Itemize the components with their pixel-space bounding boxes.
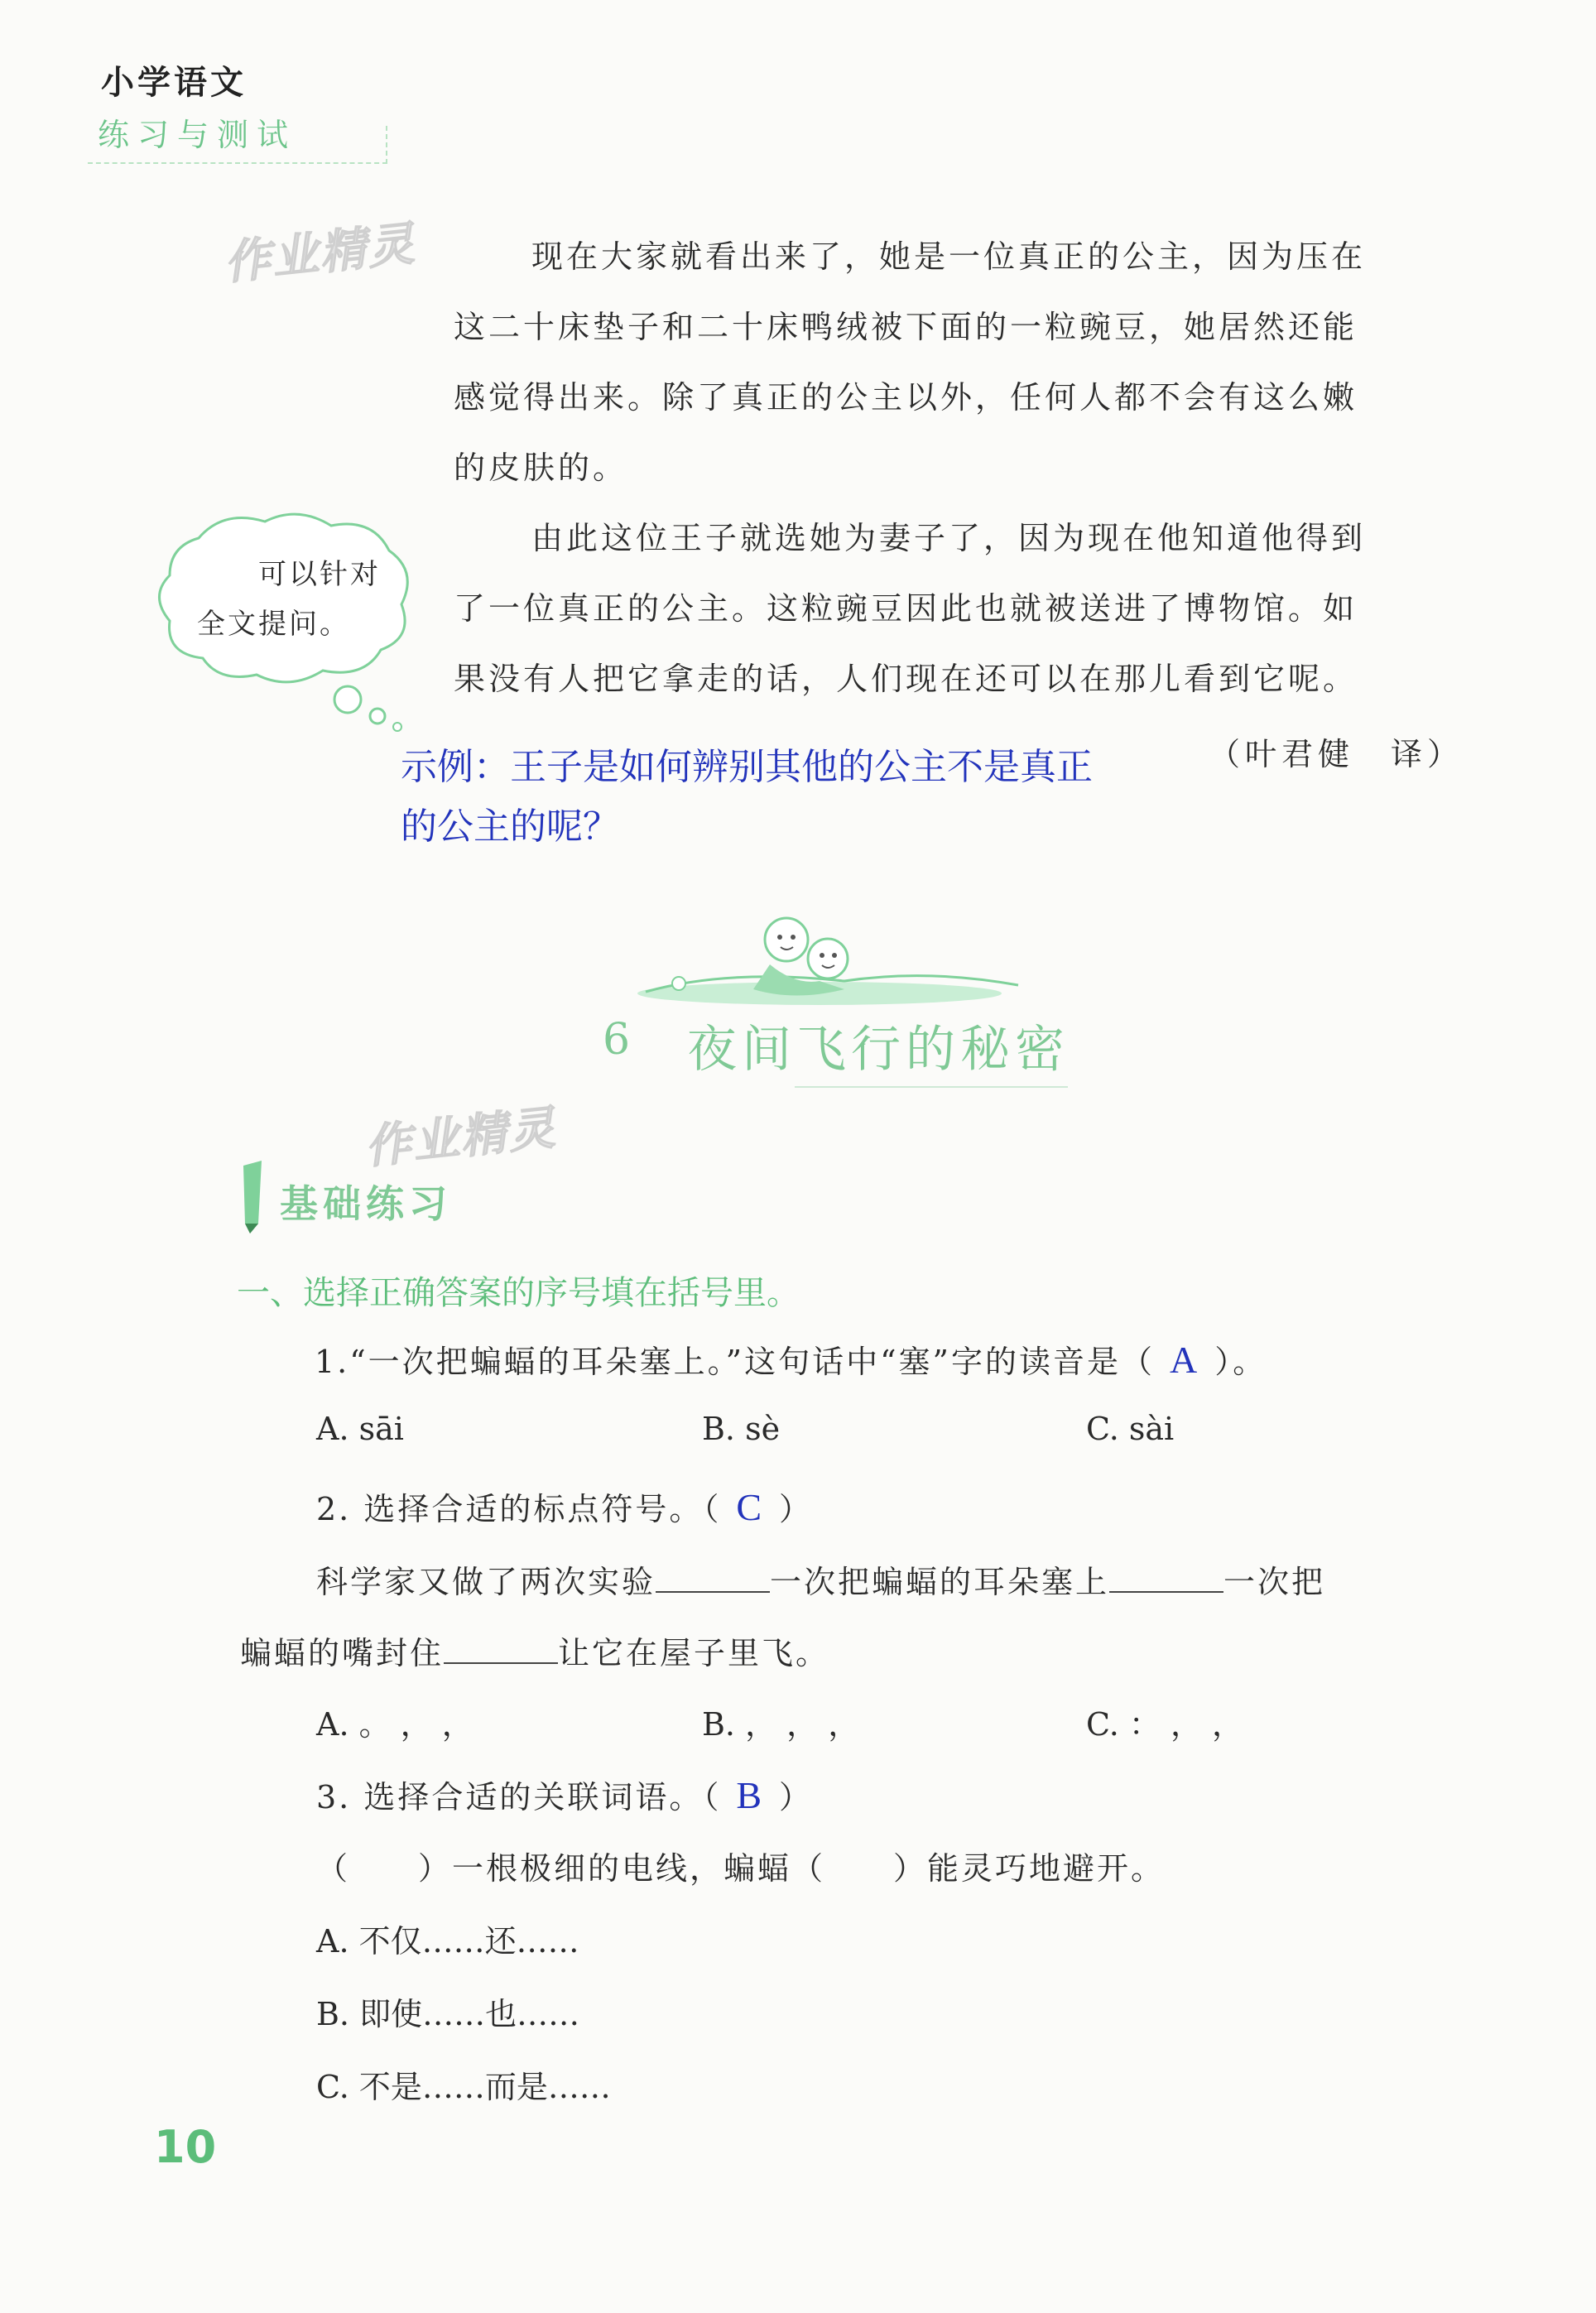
- fill-blank[interactable]: [656, 1566, 770, 1593]
- sentence-part: 科学家又做了两次实验: [316, 1564, 656, 1600]
- question-2: [316, 1483, 813, 1529]
- q2-option-a: A. 。 ， ，: [316, 1706, 474, 1743]
- lesson-number: 6: [603, 1015, 631, 1065]
- watermark: 作业精灵: [221, 217, 419, 291]
- question-1-close: ）。: [1214, 1344, 1267, 1380]
- passage-line: 果没有人把它拿走的话，人们现在还可以在那儿看到它呢。: [454, 661, 1358, 697]
- q2-option-c: C. ： ， ，: [1086, 1706, 1244, 1743]
- sentence-part: 一次把蝙蝠的耳朵塞上: [770, 1564, 1110, 1600]
- question-2-sentence-line-2: [240, 1628, 829, 1673]
- q3-option-c: C. 不是……而是……: [316, 2069, 611, 2105]
- question-3: [316, 1772, 813, 1817]
- q3-option-b: B. 即使……也……: [316, 1996, 580, 2032]
- passage-paragraph-1: [454, 222, 1464, 714]
- bubble-text-line-1: 可以针对: [258, 558, 381, 591]
- q3-option-a: A. 不仅……还……: [316, 1923, 579, 1960]
- q1-option-b: B. sè: [702, 1411, 781, 1447]
- question-3-close: ）: [779, 1779, 814, 1815]
- book-title: 小学语文: [101, 64, 247, 102]
- answer-2: C: [736, 1486, 765, 1528]
- passage-line: 现在大家就看出来了，她是一位真正的公主，因为压在: [531, 238, 1367, 275]
- passage-line: 由此这位王子就选她为妻子了，因为现在他知道他得到: [531, 520, 1367, 556]
- book-subtitle: 练习与测试: [98, 117, 297, 153]
- children-illustration-icon: [629, 902, 1051, 1018]
- sentence-part: 蝙蝠的嘴封住: [240, 1635, 445, 1671]
- translator-credit: （叶君健 译）: [1209, 736, 1464, 772]
- answer-3: B: [736, 1774, 765, 1816]
- fill-blank[interactable]: [1109, 1566, 1223, 1593]
- answer-1: A: [1169, 1339, 1200, 1381]
- pencil-icon: [233, 1157, 272, 1237]
- question-2-sentence-line-1: [316, 1556, 1325, 1602]
- lesson-title: 夜间飞行的秘密: [687, 1021, 1070, 1079]
- bubble-text-line-2: 全文提问。: [197, 608, 350, 641]
- passage-line: 感觉得出来。除了真正的公主以外，任何人都不会有这么嫩: [454, 379, 1358, 416]
- q1-option-a: A. sāi: [316, 1411, 404, 1447]
- section-title: 基础练习: [280, 1181, 452, 1226]
- q2-option-b: B. ， ， ，: [702, 1706, 860, 1743]
- passage-line: 的皮肤的。: [454, 450, 628, 486]
- fill-blank[interactable]: [444, 1637, 558, 1664]
- passage-line: 了一位真正的公主。这粒豌豆因此也就被送进了博物馆。如: [454, 590, 1358, 627]
- question-1: [315, 1336, 1267, 1382]
- question-2-close: ）: [779, 1491, 814, 1527]
- example-answer-line-1: 示例：王子是如何辨别其他的公主不是真正: [401, 746, 1093, 788]
- watermark: 作业精灵: [362, 1101, 560, 1175]
- sentence-part: 让它在屋子里飞。: [558, 1635, 830, 1671]
- part-heading: 一、选择正确答案的序号填在括号里。: [237, 1274, 800, 1312]
- example-answer-line-2: 的公主的呢？: [401, 805, 619, 848]
- sentence-part: 一次把: [1223, 1564, 1326, 1600]
- question-2-text: 2. 选择合适的标点符号。（: [316, 1491, 722, 1527]
- title-underline: [795, 1086, 1068, 1088]
- question-3-text: 3. 选择合适的关联词语。（: [316, 1779, 722, 1815]
- question-1-text: 1.“一次把蝙蝠的耳朵塞上。”这句话中“塞”字的读音是（: [315, 1344, 1155, 1380]
- page-number: 10: [154, 2121, 217, 2173]
- question-3-sentence: （ ）一根极细的电线，蝙蝠（ ）能灵巧地避开。: [316, 1850, 1166, 1887]
- q1-option-c: C. sài: [1086, 1411, 1175, 1447]
- passage-line: 这二十床垫子和二十床鸭绒被下面的一粒豌豆，她居然还能: [454, 309, 1358, 345]
